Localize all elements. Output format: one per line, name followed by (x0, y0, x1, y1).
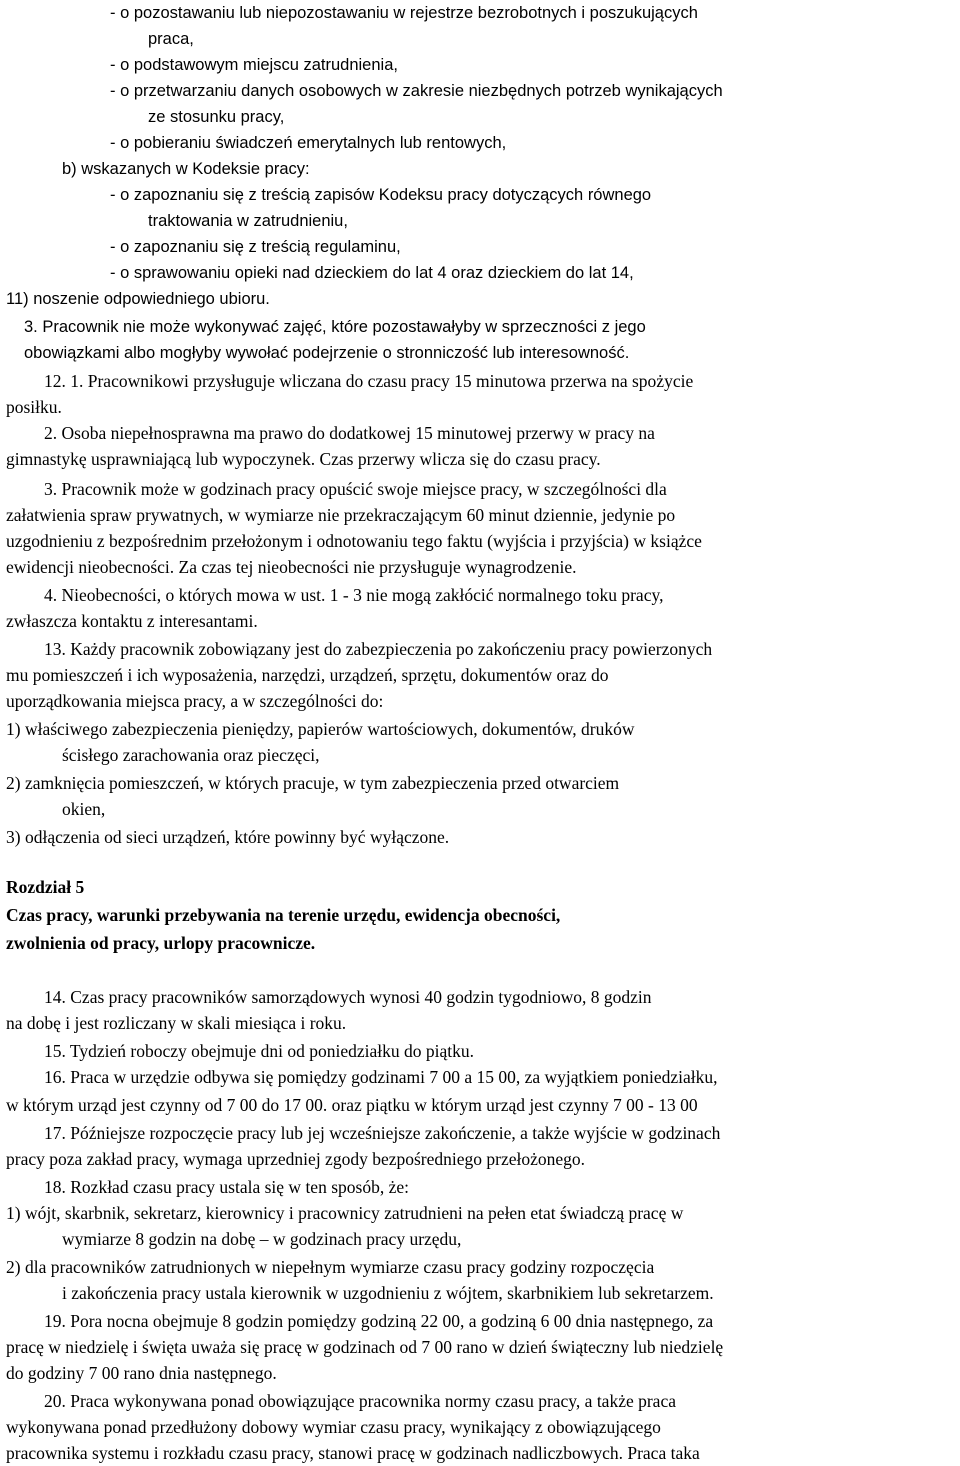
text-line: 4. Nieobecności, o których mowa w ust. 1 - 3 nie mogą zakłócić normalnego toku pracy, (44, 585, 664, 605)
text-line: mu pomieszczeń i ich wyposażenia, narzędzi, urządzeń, sprzętu, dokumentów oraz do (6, 665, 609, 685)
text-line: - o pobieraniu świadczeń emerytalnych lub rentowych, (110, 134, 507, 152)
text-line: praca, (148, 30, 194, 48)
text-line: 19. Pora nocna obejmuje 8 godzin pomiędzy godziną 22 00, a godziną 6 00 dnia następnego, za (44, 1311, 714, 1331)
text-line: wykonywana ponad przedłużony dobowy wymiar czasu pracy, wynikający z obowiązującego (6, 1417, 661, 1437)
text-line: załatwienia spraw prywatnych, w wymiarze nie przekraczającym 60 minut dziennie, jedynie po (6, 505, 676, 525)
text-line: 20. Praca wykonywana ponad obowiązujące pracownika normy czasu pracy, a także praca (44, 1391, 676, 1411)
text-line: posiłku. (6, 397, 62, 417)
text-line: 13. Każdy pracownik zobowiązany jest do zabezpieczenia po zakończeniu pracy powierzonych (44, 639, 713, 659)
text-line: 18. Rozkład czasu pracy ustala się w ten sposób, że: (44, 1177, 409, 1197)
text-line: 2. Osoba niepełnosprawna ma prawo do dodatkowej 15 minutowej przerwy w pracy na (44, 423, 655, 443)
text-line: 16. Praca w urzędzie odbywa się pomiędzy godzinami 7 00 a 15 00, za wyjątkiem poniedziałku, (44, 1067, 718, 1087)
text-line: i zakończenia pracy ustala kierownik w uzgodnieniu z wójtem, skarbnikiem lub sekretarzem. (62, 1283, 714, 1303)
text-line: 2) dla pracowników zatrudnionych w niepełnym wymiarze czasu pracy godziny rozpoczęcia (6, 1257, 655, 1277)
section-heading-line: Rozdział 5 (6, 877, 85, 897)
text-line: - o sprawowaniu opieki nad dzieckiem do lat 4 oraz dzieckiem do lat 14, (110, 264, 634, 282)
text-line: zwłaszcza kontaktu z interesantami. (6, 611, 258, 631)
text-line: - o podstawowym miejscu zatrudnienia, (110, 56, 398, 74)
text-line: 2) zamknięcia pomieszczeń, w których pracuje, w tym zabezpieczenia przed otwarciem (6, 773, 620, 793)
text-line: pracę w niedzielę i święta uważa się pracę w godzinach od 7 00 rano w dzień świąteczny lub niedzielę (6, 1337, 724, 1357)
text-line: 17. Późniejsze rozpoczęcie pracy lub jej wcześniejsze zakończenie, a także wyjście w godzinach (44, 1123, 721, 1143)
text-line: 3. Pracownik nie może wykonywać zajęć, które pozostawałyby w sprzeczności z jego (24, 318, 646, 336)
text-line: 3. Pracownik może w godzinach pracy opuścić swoje miejsce pracy, w szczególności dla (44, 479, 667, 499)
text-line: 1) właściwego zabezpieczenia pieniędzy, papierów wartościowych, dokumentów, druków (6, 719, 635, 739)
text-line: do godziny 7 00 rano dnia następnego. (6, 1363, 277, 1383)
section-heading-line: zwolnienia od pracy, urlopy pracownicze. (6, 933, 316, 953)
section-heading-line: Czas pracy, warunki przebywania na terenie urzędu, ewidencja obecności, (6, 905, 561, 925)
text-line: okien, (62, 799, 106, 819)
text-line: gimnastykę usprawniającą lub wypoczynek. Czas przerwy wlicza się do czasu pracy. (6, 449, 601, 469)
text-line: - o pozostawaniu lub niepozostawaniu w rejestrze bezrobotnych i poszukujących (110, 4, 698, 22)
text-line: pracy poza zakład pracy, wymaga uprzedniej zgody bezpośredniego przełożonego. (6, 1149, 586, 1169)
text-line: pracownika systemu i rozkładu czasu pracy, stanowi pracę w godzinach nadliczbowych. Praca taka (6, 1443, 700, 1463)
text-line: - o zapoznaniu się z treścią zapisów Kodeksu pracy dotyczących równego (110, 186, 652, 204)
text-line: 1) wójt, skarbnik, sekretarz, kierownicy i pracownicy zatrudnieni na pełen etat świadczą pracę w (6, 1203, 684, 1223)
text-line: ewidencji nieobecności. Za czas tej nieobecności nie przysługuje wynagrodzenie. (6, 557, 577, 577)
text-line: 3) odłączenia od sieci urządzeń, które powinny być wyłączone. (6, 827, 450, 847)
text-line: - o przetwarzaniu danych osobowych w zakresie niezbędnych potrzeb wynikających (110, 82, 723, 100)
text-line: uzgodnieniu z bezpośrednim przełożonym i odnotowaniu tego faktu (wyjścia i przyjścia) w książce (6, 531, 702, 551)
text-line: wymiarze 8 godzin na dobę – w godzinach pracy urzędu, (62, 1229, 462, 1249)
text-line: 11) noszenie odpowiedniego ubioru. (6, 290, 270, 308)
text-line: 14. Czas pracy pracowników samorządowych wynosi 40 godzin tygodniowo, 8 godzin (44, 987, 652, 1007)
text-line: obowiązkami albo mogłyby wywołać podejrzenie o stronniczość lub interesowność. (24, 344, 630, 362)
text-line: 12. 1. Pracownikowi przysługuje wliczana do czasu pracy 15 minutowa przerwa na spożycie (44, 371, 694, 391)
text-line: uporządkowania miejsca pracy, a w szczególności do: (6, 691, 384, 711)
text-line: - o zapoznaniu się z treścią regulaminu, (110, 238, 401, 256)
text-line: w którym urząd jest czynny od 7 00 do 17 00. oraz piątku w którym urząd jest czynny 7 00 - 13 00 (6, 1095, 698, 1115)
text-line: ze stosunku pracy, (148, 108, 285, 126)
text-line: b) wskazanych w Kodeksie pracy: (62, 160, 310, 178)
text-line: traktowania w zatrudnieniu, (148, 212, 348, 230)
text-line: ścisłego zarachowania oraz pieczęci, (62, 745, 320, 765)
text-line: na dobę i jest rozliczany w skali miesiąca i roku. (6, 1013, 347, 1033)
text-line: 15. Tydzień roboczy obejmuje dni od poniedziałku do piątku. (44, 1041, 475, 1061)
